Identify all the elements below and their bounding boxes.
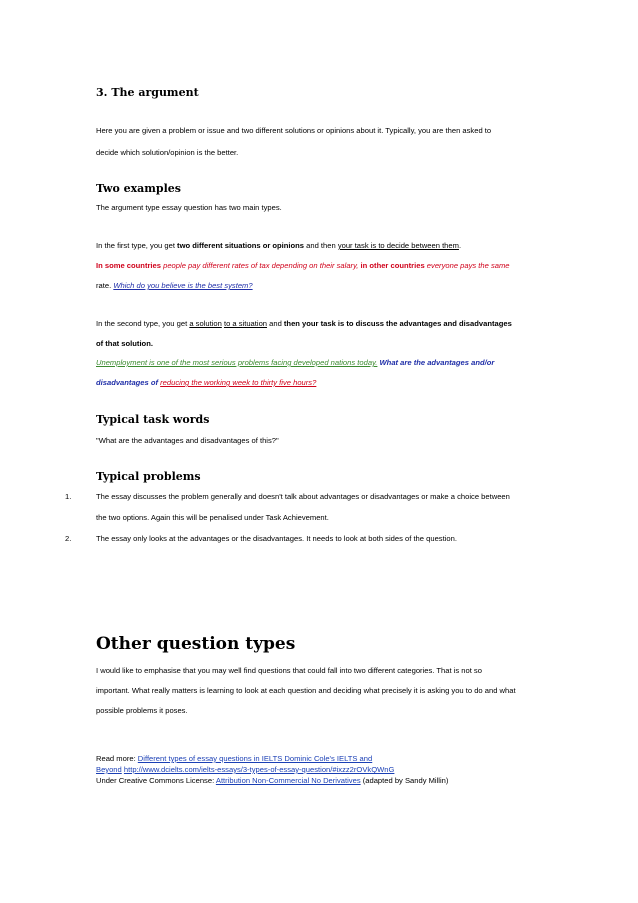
first-type-paragraph: In the first type, you get two different situations or opinions and then your task is to decide between them. xyxy=(96,241,462,250)
section-heading-argument: 3. The argument xyxy=(96,86,199,99)
problem-1-line-2: the two options. Again this will be penalised under Task Achievement. xyxy=(96,513,329,522)
example-2-line-1: Unemployment is one of the most serious problems facing developed nations today. What are the advantages and/or xyxy=(96,358,495,367)
task-words-text: "What are the advantages and disadvantages of this?" xyxy=(96,436,279,445)
source-url-link[interactable]: http://www.dcielts.com/ielts-essays/3-types-of-essay-question/#ixzz2rOVkQWnG xyxy=(123,765,395,774)
heading-task-words: Typical task words xyxy=(96,413,210,426)
example-1-line-2: rate. Which do you believe is the best system? xyxy=(96,281,253,290)
heading-two-examples: Two examples xyxy=(96,182,181,195)
intro-text-line-1: Here you are given a problem or issue and two different solutions or opinions about it. Typically, you are then asked to xyxy=(96,126,492,135)
other-text-line-3: possible problems it poses. xyxy=(96,706,188,715)
problem-1-line-1: The essay discusses the problem generally and doesn't talk about advantages or disadvantages or make a choice between xyxy=(96,492,510,501)
heading-typical-problems: Typical problems xyxy=(96,470,201,483)
heading-other-question-types: Other question types xyxy=(96,634,296,654)
read-more-link[interactable]: Different types of essay questions in IELTS Dominic Cole's IELTS and xyxy=(137,754,373,763)
license-line: Under Creative Commons License: Attribution Non-Commercial No Derivatives (adapted by Sandy Millin) xyxy=(96,776,449,785)
read-more-line-2 xyxy=(96,765,394,774)
list-number-1: 1. xyxy=(65,492,72,501)
read-more-link-continued[interactable]: Beyond xyxy=(96,765,122,774)
list-number-2: 2. xyxy=(65,534,72,543)
other-text-line-2: important. What really matters is learning to look at each question and deciding what precisely it is asking you to do and what xyxy=(96,686,516,695)
read-more-line-1: Read more: Different types of essay questions in IELTS Dominic Cole's IELTS and xyxy=(96,754,373,763)
other-text-line-1: I would like to emphasise that you may well find questions that could fall into two different categories. That is not so xyxy=(96,666,482,675)
example-2-line-2: disadvantages of reducing the working week to thirty five hours? xyxy=(96,378,317,387)
second-type-paragraph-line-2: of that solution. xyxy=(96,339,153,348)
example-1-line-1: In some countries people pay different rates of tax depending on their salary, in other countries everyone pays the same xyxy=(96,261,510,270)
second-type-paragraph-line-1: In the second type, you get a solution to a situation and then your task is to discuss the advantages and disadvantages xyxy=(96,319,512,328)
intro-text-line-2: decide which solution/opinion is the better. xyxy=(96,148,239,157)
two-examples-text: The argument type essay question has two main types. xyxy=(96,203,282,212)
problem-2-line-1: The essay only looks at the advantages or the disadvantages. It needs to look at both sides of the question. xyxy=(96,534,457,543)
license-link[interactable]: Attribution Non-Commercial No Derivatives xyxy=(215,776,361,785)
